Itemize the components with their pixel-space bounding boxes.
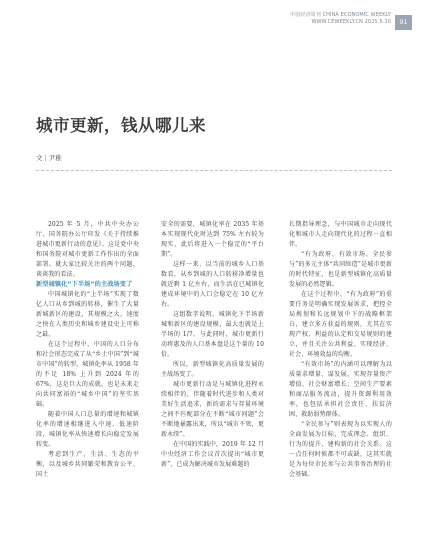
magazine-name: 中国经济周刊 CHINA ECONOMIC WEEKLY bbox=[290, 12, 391, 18]
paragraph: 在这个过程中，“有为政府”的重要任务是明确实现发展诉求，把控全局规划和长远规划中下的战略框架白，建立多方获益的规则，尤其在实现产权、利益的认定和交易规则的建立，并且关注公共利益、实现经济、社会、环境效益的均衡。 bbox=[289, 291, 392, 358]
paragraph: 城市更新行动是与城镇化进程永续相伴的，伴随着时代进步和人类对美好生活追求，新的需求与存量环境之间不匹配部分在不断“城市问题”会不断地暴露出来，所以“城市不死，更新永续”。 bbox=[161, 381, 264, 438]
paragraph-continued: 长期指导理念，与中国城市走向现代化和城市人走向现代化的过程一直相伴。 bbox=[289, 221, 392, 248]
website-and-date: WWW.CEWEEKLY.CN 2025.6.30 bbox=[311, 19, 391, 25]
paragraph: 所以，新型城镇化高质量发展的主战场变了。 bbox=[161, 361, 264, 378]
text-column-2 bbox=[161, 220, 264, 470]
paragraph: 在这个过程中，中国的人口分布和社会形态完成了从“乡土中国”到“城市中国”的转型。城镇化率从 1958 年的不足 18% 上升到 2024 年的 67%，这是巨大的成就。也是未来走向共同富裕的“城乡中国”的坚实基础。 bbox=[36, 341, 139, 408]
paragraph: 这组数字说明，城镇化下半场新城和新区的建设规模，最大也就是上半场的 1/7。与此同时，城市更新行动将惠及的人口基本盘是这个量的 10 倍。 bbox=[161, 311, 264, 358]
paragraph: “有为政府、有效市场、全民参与”的多元主体“共同缔造”是城市更新的时代特征，也是新型城镇化高质量发展的必然逻辑。 bbox=[289, 251, 392, 288]
article-title: 城市更新，钱从哪儿来 bbox=[36, 116, 206, 135]
paragraph-continued: 安全的需要，城镇化率在 2035 年基本实现现代化时达到 75% 左右较为现实，此后将进入一个稳定的“平台期”。 bbox=[161, 221, 264, 258]
section-subheading: 新型城镇化“下半场”的主战场变了 bbox=[36, 281, 133, 288]
page-number: 91 bbox=[395, 15, 412, 30]
divider bbox=[36, 170, 392, 171]
author-name: 尹稚 bbox=[48, 154, 62, 162]
text-column-3 bbox=[289, 220, 392, 480]
paragraph: “全民参与”则表现为以实现人的全面发展为目标，完成理念、组织、行为的提升，建构新的社会关系。这一点任何时候都不可或缺，这其实就是为每位市民参与公共事务治理的社会基础。 bbox=[289, 421, 392, 478]
paragraph: 2025 年 5 月，中共中央办公厅、国务院办公厅印发《关于持续推进城市更新行动的意见》。这是党中央和国务院对城市更新工作作出的全面部署。就大家比较关注的两个问题，谈谈我的看法。 bbox=[36, 221, 139, 278]
paragraph: 随着中国人口总量的增速和城镇化率的增速相继进入中速、低速阶段，城镇化率从快速增长向稳定发展转变。 bbox=[36, 411, 139, 448]
paragraph: 考虑到生产、生活、生态的平衡，以及城乡共同繁荣和教育公平、国土 bbox=[36, 451, 139, 478]
byline bbox=[36, 153, 62, 162]
paragraph: 中国城镇化的“上半场”实现了数亿人口从乡到城的转移，催生了大量新城新区的建设，其规模之大、速度之快在人类历史和城乡建设史上可称之最。 bbox=[36, 291, 139, 338]
magazine-masthead bbox=[290, 12, 391, 26]
paragraph: 在中国的实践中，2019 年 12 月中央经济工作会议首次提出“城市更新”，已成为解决城市发展难题的 bbox=[161, 441, 264, 468]
paragraph: “有效市场”的内涵可以理解为以质量求增量、谋发展，实现存量资产增值、社会财富增长；空间生产要素和商品服务流动，提升资源利用效率，也包括承担社会责任、扶贫济困、救助弱势群体。 bbox=[289, 361, 392, 418]
text-column-1 bbox=[36, 220, 139, 480]
byline-separator: | bbox=[44, 154, 47, 162]
paragraph: 这样一来，以当前的城乡人口基数看，从乡到城的人口转移净增量也就近剩 1 亿左右，而生活在已城镇化建成环境中的人口会稳定在 10 亿左右。 bbox=[161, 261, 264, 308]
page-header bbox=[0, 0, 427, 34]
byline-prefix: 文 bbox=[36, 154, 43, 162]
